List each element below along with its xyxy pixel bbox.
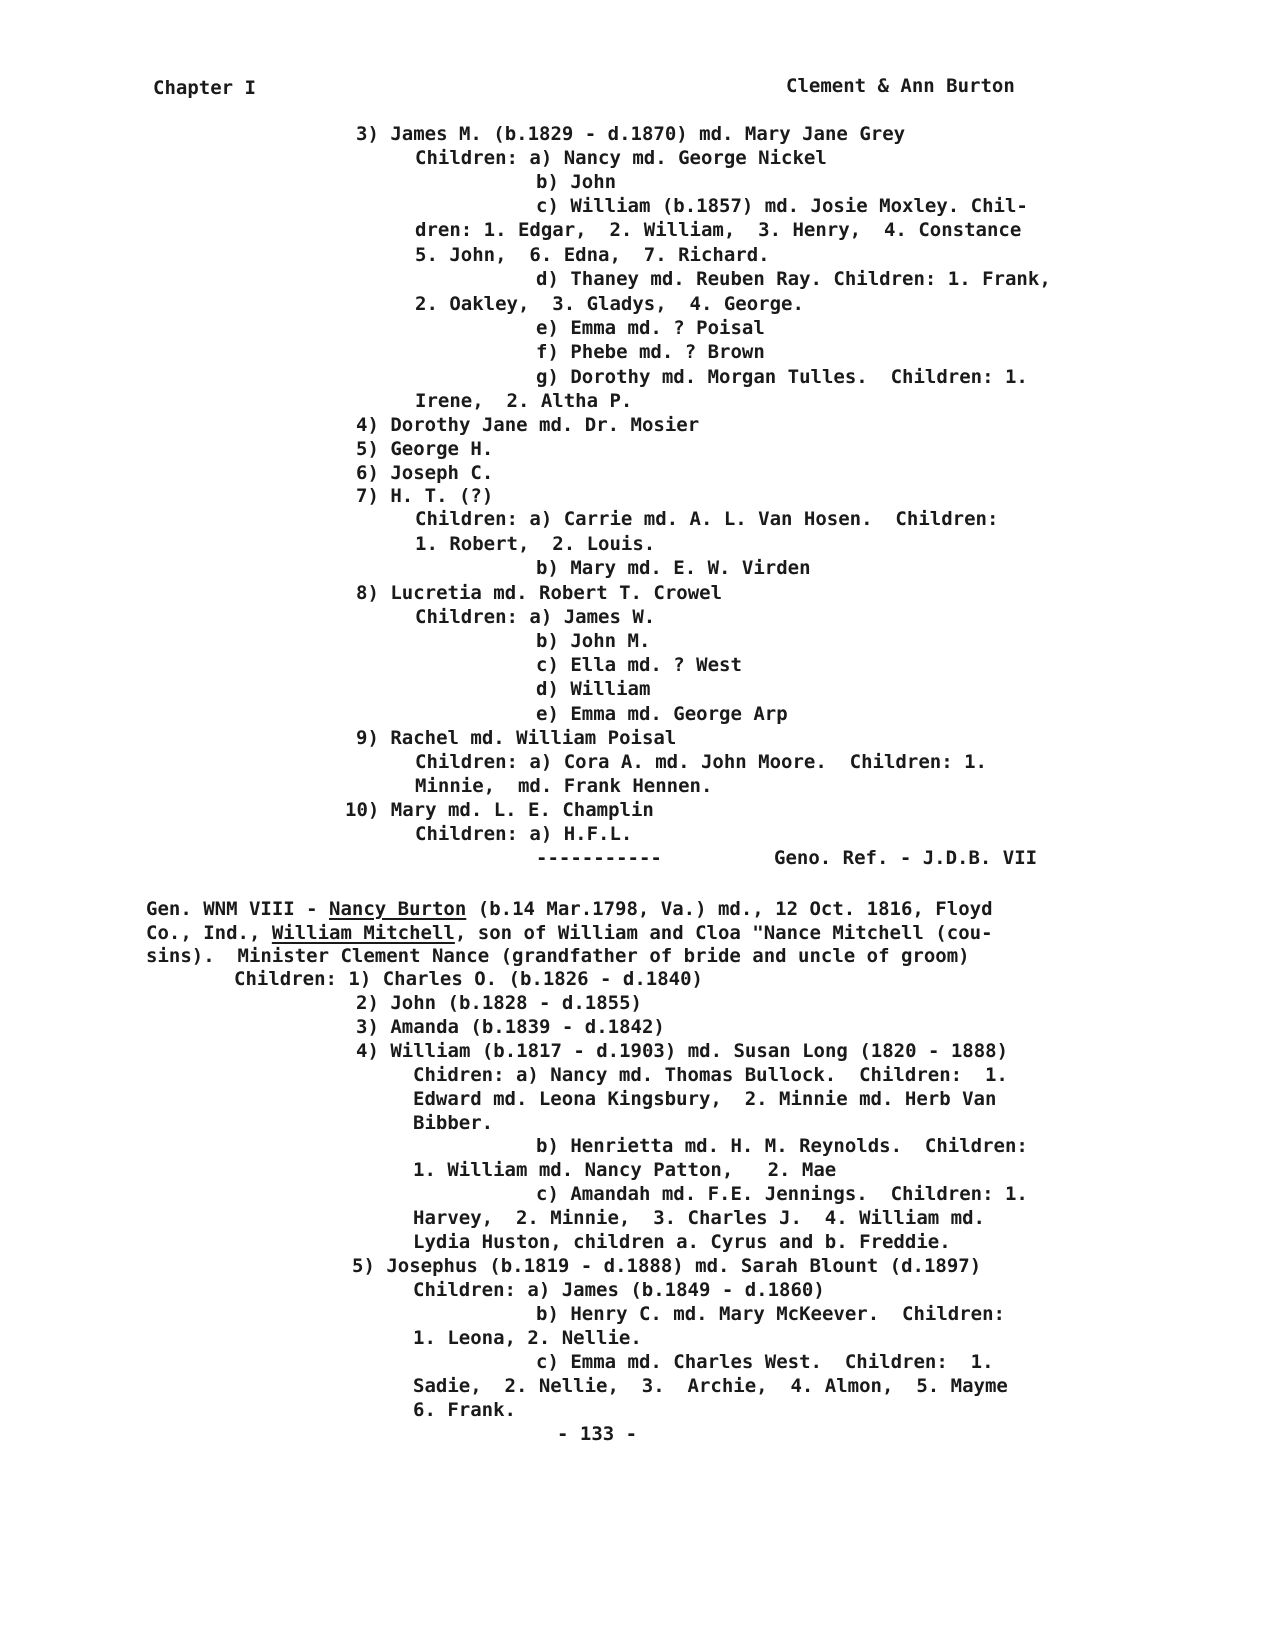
text-line: 2. Oakley, 3. Gladys, 4. George. — [415, 293, 804, 315]
text-line: c) Emma md. Charles West. Children: 1. — [536, 1351, 994, 1373]
text-line: 1. Robert, 2. Louis. — [415, 533, 656, 555]
text-span: , son of William and Cloa "Nance Mitchell (cou- — [454, 922, 993, 944]
text-line: e) Emma md. ? Poisal — [536, 317, 765, 339]
text-line: Edward md. Leona Kingsbury, 2. Minnie md. Herb Van — [413, 1088, 997, 1110]
text-line: sins). Minister Clement Nance (grandfather of bride and uncle of groom) — [146, 945, 970, 967]
text-line: Children: a) Carrie md. A. L. Van Hosen. Children: — [415, 508, 999, 530]
text-line: 6) Joseph C. — [356, 462, 494, 484]
text-line: dren: 1. Edgar, 2. William, 3. Henry, 4. Constance — [415, 219, 1022, 241]
text-line: Children: a) James (b.1849 - d.1860) — [413, 1279, 825, 1301]
text-line: 4) Dorothy Jane md. Dr. Mosier — [356, 414, 700, 436]
text-line: Minnie, md. Frank Hennen. — [415, 775, 713, 797]
person-name-underlined: William Mitchell — [271, 922, 455, 944]
divider-dashes: ----------- — [536, 847, 662, 869]
text-line: Sadie, 2. Nellie, 3. Archie, 4. Almon, 5. Mayme — [413, 1375, 1008, 1397]
text-line: b) John — [536, 171, 617, 193]
text-line: c) Amandah md. F.E. Jennings. Children: 1. — [536, 1183, 1028, 1205]
text-line: b) Henrietta md. H. M. Reynolds. Children: — [536, 1135, 1028, 1157]
text-line: Harvey, 2. Minnie, 3. Charles J. 4. William md. — [413, 1207, 985, 1229]
text-line: 6. Frank. — [413, 1399, 516, 1421]
text-line: 10) Mary md. L. E. Champlin — [345, 799, 654, 821]
text-line: 7) H. T. (?) — [356, 485, 494, 507]
text-line: 5) Josephus (b.1819 - d.1888) md. Sarah Blount (d.1897) — [352, 1255, 982, 1277]
page-number: - 133 - — [557, 1423, 638, 1445]
text-line: Children: 1) Charles O. (b.1826 - d.1840) — [234, 968, 703, 990]
text-span: Co., Ind., — [146, 922, 272, 944]
text-line: Bibber. — [413, 1112, 494, 1134]
text-line: d) William — [536, 678, 651, 700]
text-line: b) John M. — [536, 630, 651, 652]
reference-note: Geno. Ref. - J.D.B. VII — [774, 847, 1038, 869]
text-line: Lydia Huston, children a. Cyrus and b. Freddie. — [413, 1231, 951, 1253]
page-header-title: Clement & Ann Burton — [786, 75, 1015, 97]
text-line: 1. William md. Nancy Patton, 2. Mae — [413, 1159, 837, 1181]
person-name-underlined: Nancy Burton — [329, 898, 467, 920]
text-line: b) Henry C. md. Mary McKeever. Children: — [536, 1303, 1005, 1325]
text-line: Children: a) H.F.L. — [415, 823, 633, 845]
chapter-label: Chapter I — [153, 77, 256, 99]
text-line: 3) Amanda (b.1839 - d.1842) — [356, 1016, 665, 1038]
text-line: g) Dorothy md. Morgan Tulles. Children: 1. — [536, 366, 1028, 388]
text-line: Chidren: a) Nancy md. Thomas Bullock. Children: 1. — [413, 1064, 1008, 1086]
text-line: 5) George H. — [356, 438, 494, 460]
text-line: Children: a) James W. — [415, 606, 656, 628]
text-line: b) Mary md. E. W. Virden — [536, 557, 811, 579]
text-line: 1. Leona, 2. Nellie. — [413, 1327, 642, 1349]
text-line: 3) James M. (b.1829 - d.1870) md. Mary Jane Grey — [356, 123, 906, 145]
text-line: 2) John (b.1828 - d.1855) — [356, 992, 642, 1014]
text-line: 5. John, 6. Edna, 7. Richard. — [415, 244, 770, 266]
text-line: f) Phebe md. ? Brown — [536, 341, 765, 363]
text-line: Children: a) Cora A. md. John Moore. Children: 1. — [415, 751, 987, 773]
text-line: 8) Lucretia md. Robert T. Crowel — [356, 582, 723, 604]
text-span: (b.14 Mar.1798, Va.) md., 12 Oct. 1816, Floyd — [466, 898, 993, 920]
text-line: Children: a) Nancy md. George Nickel — [415, 147, 827, 169]
text-line — [146, 897, 993, 921]
text-line: 4) William (b.1817 - d.1903) md. Susan Long (1820 - 1888) — [356, 1040, 1009, 1062]
text-line — [146, 921, 993, 945]
text-line: d) Thaney md. Reuben Ray. Children: 1. Frank, — [536, 268, 1051, 290]
generation-label: Gen. WNM VIII - — [146, 898, 330, 920]
text-line: c) Ella md. ? West — [536, 654, 742, 676]
text-line: e) Emma md. George Arp — [536, 703, 788, 725]
text-line: Irene, 2. Altha P. — [415, 390, 633, 412]
text-line: c) William (b.1857) md. Josie Moxley. Chil- — [536, 195, 1028, 217]
text-line: 9) Rachel md. William Poisal — [356, 727, 677, 749]
